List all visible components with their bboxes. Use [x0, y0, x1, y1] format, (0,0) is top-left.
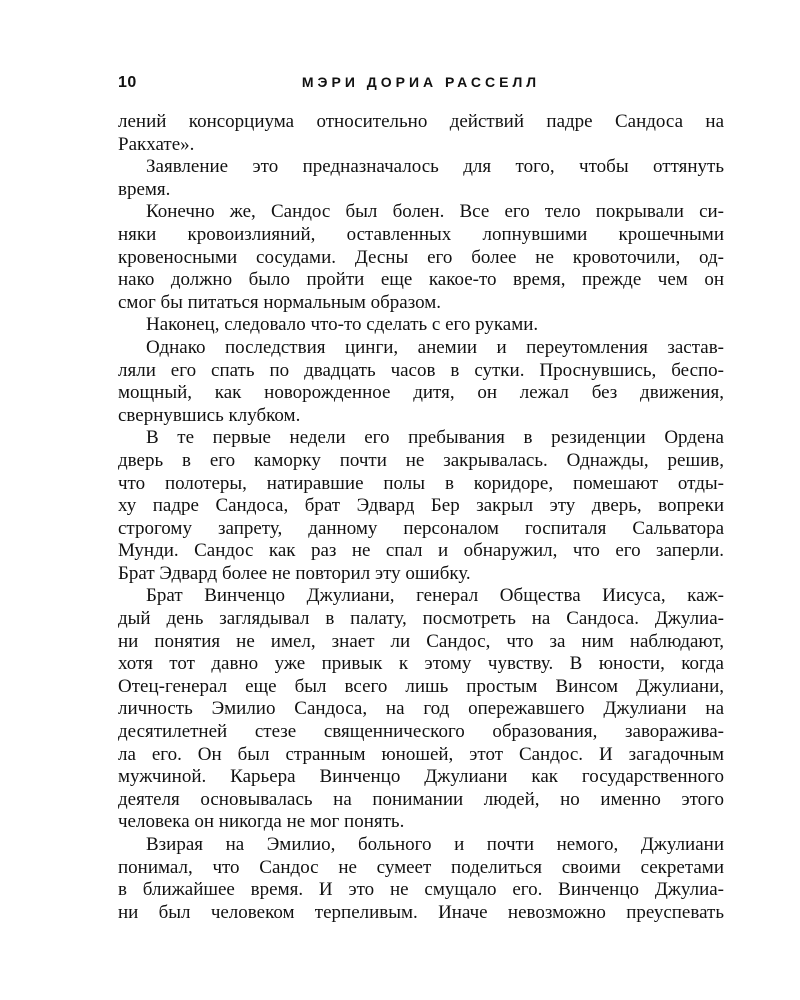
text-line: человека он никогда не мог понять.: [118, 811, 405, 833]
page-header: [118, 70, 724, 102]
text-line: время.: [118, 178, 171, 200]
text-line: ни понятия не имел, знает ли Сандос, что за ним наблюдают,: [118, 630, 724, 652]
text-line: в ближайшее время. И это не смущало его. Винченцо Джулиа-: [118, 879, 724, 901]
text-line: Брат Винченцо Джулиани, генерал Общества Иисуса, каж-: [146, 585, 724, 607]
text-line: мужчиной. Карьера Винченцо Джулиани как государственного: [118, 766, 724, 788]
text-line: что полотеры, натиравшие полы в коридоре, помешают отды-: [118, 472, 724, 494]
text-line: нако должно было пройти еще какое-то время, прежде чем он: [118, 269, 724, 291]
text-line: свернувшись клубком.: [118, 404, 301, 426]
text-line: дверь в его каморку почти не закрывалась. Однажды, решив,: [118, 449, 724, 471]
text-line: дый день заглядывал в палату, посмотреть на Сандоса. Джулиа-: [118, 608, 724, 630]
text-line: ни был человеком терпеливым. Иначе невозможно преуспевать: [118, 901, 724, 923]
running-title: МЭРИ ДОРИА РАССЕЛЛ: [301, 74, 541, 90]
text-line: строгому запрету, данному персоналом госпиталя Сальватора: [118, 517, 724, 539]
page-body-text: [118, 111, 724, 924]
text-line: ла его. Он был странным юношей, этот Сандос. И загадочным: [118, 743, 724, 765]
text-line: Конечно же, Сандос был болен. Все его тело покрывали си-: [146, 201, 724, 223]
text-line: Брат Эдвард более не повторил эту ошибку.: [118, 562, 471, 584]
text-line: лений консорциума относительно действий падре Сандоса на: [118, 111, 724, 132]
text-line: понимал, что Сандос не сумеет поделиться своими секретами: [118, 856, 724, 878]
text-line: кровеносными сосудами. Десны его более не кровоточили, од-: [118, 246, 724, 268]
text-line: десятилетней стезе священнического образования, заворажива-: [118, 721, 724, 743]
text-line: няки кровоизлияний, оставленных лопнувшими крошечными: [118, 223, 724, 245]
text-line: Мунди. Сандос как раз не спал и обнаружил, что его заперли.: [118, 540, 724, 562]
text-line: Взирая на Эмилио, больного и почти немого, Джулиани: [146, 834, 724, 855]
text-line: Однако последствия цинги, анемии и переутомления застав-: [146, 336, 724, 358]
text-line: ляли его спать по двадцать часов в сутки. Проснувшись, беспо-: [118, 359, 724, 381]
text-line: хотя тот давно уже привык к этому чувству. В юности, когда: [118, 653, 724, 675]
text-line: Наконец, следовало что-то сделать с его руками.: [146, 314, 539, 336]
text-line: смог бы питаться нормальным образом.: [118, 291, 442, 313]
text-line: деятеля основывалась на понимании людей, но именно этого: [118, 788, 724, 810]
text-line: Ракхате».: [118, 133, 195, 155]
text-line: Заявление это предназначалось для того, чтобы оттянуть: [146, 156, 724, 178]
page-number: 10: [118, 74, 137, 91]
text-line: мощный, как новорожденное дитя, он лежал без движения,: [118, 382, 724, 404]
text-line: ху падре Сандоса, брат Эдвард Бер закрыл эту дверь, вопреки: [118, 495, 724, 517]
text-line: личность Эмилио Сандоса, на год опережавшего Джулиани на: [118, 698, 724, 720]
text-line: Отец-генерал еще был всего лишь простым Винсом Джулиани,: [118, 675, 724, 697]
text-line: В те первые недели его пребывания в резиденции Ордена: [146, 427, 724, 449]
